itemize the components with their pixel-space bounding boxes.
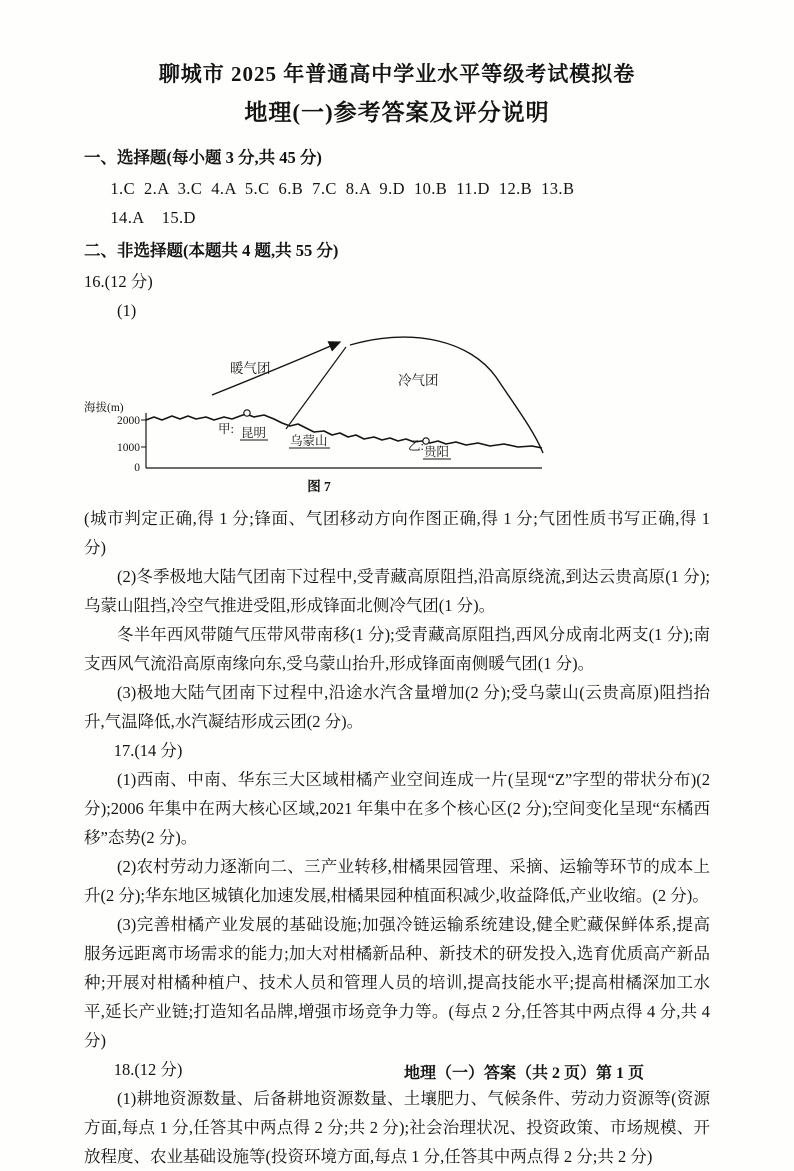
q17-part2-paragraph: (2)农村劳动力逐渐向二、三产业转移,柑橘果园管理、采摘、运输等环节的成本上升(2 分);华东地区城镇化加速发展,柑橘果园种植面积减少,收益降低,产业收缩。(2 分)。 <box>84 857 710 905</box>
q16-part1-label: (1) <box>117 301 137 320</box>
city-marker-jia <box>244 410 250 416</box>
page-footer: 地理（一）答案（共 2 页）第 1 页 <box>403 1065 644 1082</box>
q18-number: 18.(12 分) <box>113 1060 183 1079</box>
q17-number: 17.(14 分) <box>113 741 183 760</box>
label-guiyang: 贵阳 <box>424 445 450 459</box>
frontal-surface-curve <box>350 337 543 453</box>
front-line <box>286 347 346 429</box>
tick-label-0: 0 <box>134 462 140 474</box>
q16-part2-paragraph-b: 冬半年西风带随气压带风带南移(1 分);受青藏高原阻挡,西风分成南北两支(1 分);南支西风气流沿高原南缘向东,受乌蒙山抬升,形成锋面南侧暖气团(1 分)。 <box>84 625 710 673</box>
answer-key-subtitle: 地理(一)参考答案及评分说明 <box>244 100 550 125</box>
choice-answers-row-2: 14.A 15.D <box>110 208 196 227</box>
section2-heading: 二、非选择题(本题共 4 题,共 55 分) <box>84 241 339 260</box>
figure-caption: 图 7 <box>307 479 331 494</box>
q16-part2-paragraph: (2)冬季极地大陆气团南下过程中,受青藏高原阻挡,沿高原绕流,到达云贵高原(1 分);乌蒙山阻挡,冷空气推进受阻,形成锋面北侧冷气团(1 分)。 <box>84 567 710 615</box>
q17-part3-paragraph: (3)完善柑橘产业发展的基础设施;加强冷链运输系统建设,健全贮藏保鲜体系,提高服务远距离市场需求的能力;加大对柑橘新品种、新技术的研发投入,选育优质高产新品种;开展对柑橘种植户、技术人员和管理人员的培训,提高技能水平;提高柑橘深加工水平,延长产业链;打造知名品牌,增强市场竞争力等。(每点 2 分,任答其中两点得 4 分,共 4 分) <box>84 915 710 1050</box>
tick-label-1000: 1000 <box>117 442 140 454</box>
exam-title: 聊城市 2025 年普通高中学业水平等级考试模拟卷 <box>158 62 636 86</box>
y-axis-label: 海拔(m) <box>84 402 124 414</box>
tick-label-2000: 2000 <box>117 415 140 427</box>
q16-number: 16.(12 分) <box>84 272 153 291</box>
label-jia: 甲: <box>218 422 234 436</box>
label-wumengshan: 乌蒙山 <box>290 434 328 448</box>
warm-air-label: 暖气团 <box>230 361 271 376</box>
q16-part3-paragraph: (3)极地大陆气团南下过程中,沿途水汽含量增加(2 分);受乌蒙山(云贵高原)阻挡抬升,气温降低,水汽凝结形成云团(2 分)。 <box>84 683 710 731</box>
q16-part1-scoring-note: (城市判定正确,得 1 分;锋面、气团移动方向作图正确,得 1 分;气团性质书写正确,得 1 分) <box>84 509 710 557</box>
cold-air-label: 冷气团 <box>398 373 439 388</box>
figure-7-container <box>84 329 710 502</box>
label-yi: 乙: <box>408 439 424 453</box>
q18-part1-paragraph: (1)耕地资源数量、后备耕地资源数量、土壤肥力、气候条件、劳动力资源等(资源方面,每点 1 分,任答其中两点得 2 分;共 2 分);社会治理状况、投资政策、市场规模、开放程度、农业基础设施等(投资环境方面,每点 1 分,任答其中两点得 2 分;共 2 分) <box>84 1089 710 1166</box>
label-kunming: 昆明 <box>241 426 267 440</box>
q17-part1-paragraph: (1)西南、中南、华东三大区域柑橘产业空间连成一片(呈现“Z”字型的带状分布)(2 分);2006 年集中在两大核心区域,2021 年集中在多个核心区(2 分);空间变化呈现“东橘西移”态势(2 分)。 <box>84 770 710 847</box>
figure-7-cross-section <box>84 329 554 497</box>
section1-heading: 一、选择题(每小题 3 分,共 45 分) <box>84 148 322 167</box>
choice-answers-row-1: 1.C 2.A 3.C 4.A 5.C 6.B 7.C 8.A 9.D 10.B 11.D 12.B 13.B <box>110 179 575 198</box>
terrain-profile <box>146 414 542 448</box>
